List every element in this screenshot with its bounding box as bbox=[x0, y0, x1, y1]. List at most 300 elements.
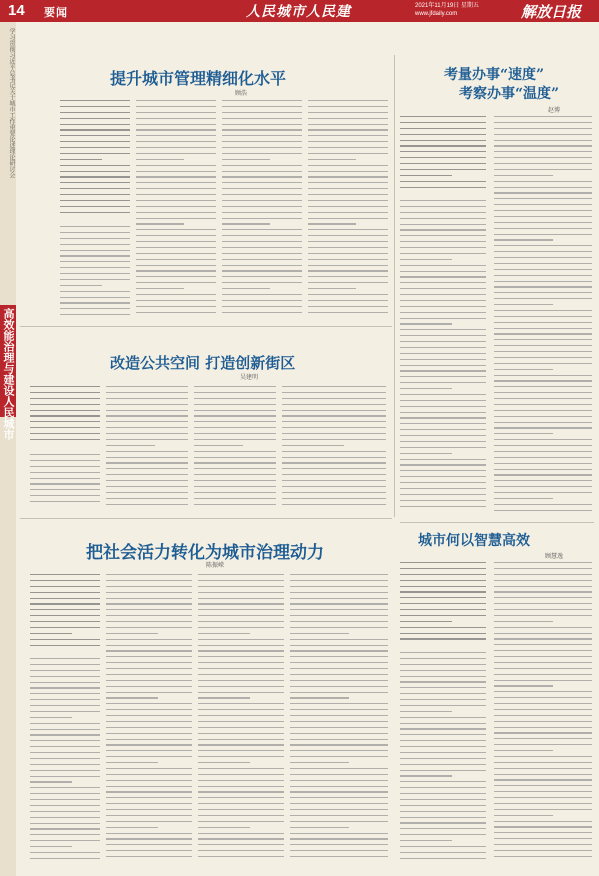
text-line bbox=[494, 685, 553, 686]
text-line bbox=[400, 787, 486, 788]
text-line bbox=[30, 682, 100, 683]
text-line bbox=[400, 658, 486, 659]
text-line bbox=[282, 480, 386, 481]
text-line bbox=[494, 803, 592, 804]
text-line bbox=[106, 486, 188, 487]
text-line bbox=[222, 135, 302, 136]
text-line bbox=[290, 774, 388, 775]
text-line bbox=[308, 270, 388, 271]
text-line bbox=[30, 439, 100, 440]
text-line bbox=[198, 703, 284, 704]
article-1-headline: 提升城市管理精细化水平 bbox=[110, 69, 287, 88]
text-line bbox=[400, 376, 486, 377]
text-line bbox=[136, 276, 216, 277]
text-line bbox=[282, 433, 386, 434]
text-line bbox=[222, 229, 302, 230]
text-line bbox=[290, 762, 349, 763]
text-line bbox=[106, 439, 188, 440]
text-line bbox=[198, 574, 284, 575]
text-line bbox=[106, 415, 188, 416]
text-line bbox=[106, 433, 188, 434]
article-3-author: 吴建明 bbox=[240, 375, 259, 381]
text-line bbox=[494, 756, 592, 757]
text-line bbox=[290, 797, 388, 798]
text-line bbox=[494, 850, 592, 851]
text-line bbox=[400, 370, 486, 371]
text-line bbox=[198, 815, 284, 816]
text-line bbox=[494, 422, 592, 423]
text-line bbox=[136, 159, 184, 160]
text-line bbox=[400, 627, 486, 628]
text-line bbox=[290, 803, 388, 804]
text-line bbox=[290, 639, 388, 640]
text-line bbox=[106, 774, 192, 775]
text-line bbox=[290, 645, 388, 646]
text-line bbox=[60, 153, 130, 154]
text-line bbox=[30, 840, 100, 841]
text-line bbox=[30, 734, 100, 735]
text-line bbox=[222, 206, 302, 207]
article-1-col-2 bbox=[136, 100, 216, 322]
text-line bbox=[106, 457, 188, 458]
text-line bbox=[400, 574, 486, 575]
text-line bbox=[494, 263, 592, 264]
text-line bbox=[198, 739, 284, 740]
text-line bbox=[198, 639, 284, 640]
section-name: 要闻 bbox=[44, 7, 68, 19]
text-line bbox=[400, 840, 452, 841]
article-2-col-2 bbox=[494, 116, 592, 518]
text-line bbox=[290, 744, 388, 745]
text-line bbox=[194, 398, 276, 399]
text-line bbox=[308, 176, 388, 177]
text-line bbox=[30, 693, 100, 694]
text-line bbox=[60, 200, 130, 201]
text-line bbox=[106, 668, 192, 669]
text-line bbox=[282, 427, 386, 428]
text-line bbox=[494, 345, 592, 346]
text-line bbox=[400, 723, 486, 724]
text-line bbox=[400, 681, 486, 682]
text-line bbox=[136, 282, 216, 283]
text-line bbox=[494, 721, 592, 722]
text-line bbox=[198, 809, 284, 810]
text-line bbox=[106, 504, 188, 505]
text-line bbox=[494, 351, 592, 352]
text-line bbox=[290, 580, 388, 581]
text-line bbox=[290, 838, 388, 839]
text-line bbox=[400, 638, 486, 639]
article-4-col-2 bbox=[494, 562, 592, 868]
text-line bbox=[106, 827, 158, 828]
text-line bbox=[194, 439, 276, 440]
text-line bbox=[494, 433, 553, 434]
text-line bbox=[136, 253, 216, 254]
text-line bbox=[198, 609, 284, 610]
text-line bbox=[194, 474, 276, 475]
text-line bbox=[308, 118, 388, 119]
text-line bbox=[308, 135, 388, 136]
text-line bbox=[30, 664, 100, 665]
text-line bbox=[60, 147, 130, 148]
text-line bbox=[198, 680, 284, 681]
text-line bbox=[106, 656, 192, 657]
text-line bbox=[400, 470, 486, 471]
article-3-col-1 bbox=[30, 454, 100, 510]
text-line bbox=[60, 314, 130, 315]
text-line bbox=[494, 791, 592, 792]
text-line bbox=[494, 363, 592, 364]
text-line bbox=[400, 494, 486, 495]
text-line bbox=[400, 740, 486, 741]
text-line bbox=[60, 159, 102, 160]
text-line bbox=[400, 687, 486, 688]
text-line bbox=[308, 159, 356, 160]
text-line bbox=[222, 194, 302, 195]
text-line bbox=[106, 733, 192, 734]
text-line bbox=[136, 206, 216, 207]
text-line bbox=[400, 805, 486, 806]
page-number: 14 bbox=[8, 2, 25, 19]
article-3-col-2 bbox=[106, 386, 188, 510]
text-line bbox=[494, 310, 592, 311]
text-line bbox=[400, 224, 486, 225]
text-line bbox=[494, 375, 592, 376]
text-line bbox=[494, 597, 592, 598]
text-line bbox=[222, 282, 302, 283]
text-line bbox=[30, 764, 100, 765]
text-line bbox=[494, 603, 592, 604]
text-line bbox=[400, 591, 486, 592]
text-line bbox=[494, 251, 592, 252]
article-1-col-4 bbox=[308, 100, 388, 322]
text-line bbox=[106, 697, 158, 698]
text-line bbox=[400, 365, 486, 366]
text-line bbox=[494, 633, 592, 634]
text-line bbox=[30, 639, 100, 640]
text-line bbox=[222, 182, 302, 183]
text-line bbox=[494, 580, 592, 581]
text-line bbox=[30, 398, 100, 399]
text-line bbox=[136, 176, 216, 177]
text-line bbox=[308, 259, 388, 260]
article-3-col-4 bbox=[282, 386, 386, 510]
text-line bbox=[106, 586, 192, 587]
text-line bbox=[308, 288, 356, 289]
text-line bbox=[198, 656, 284, 657]
text-line bbox=[400, 417, 486, 418]
text-line bbox=[60, 308, 130, 309]
text-line bbox=[494, 615, 592, 616]
text-line bbox=[400, 116, 486, 117]
text-line bbox=[222, 288, 270, 289]
article-2-headline-2: 考察办事“温度” bbox=[459, 86, 560, 102]
text-line bbox=[400, 406, 486, 407]
text-line bbox=[60, 100, 130, 101]
text-line bbox=[400, 621, 452, 622]
text-line bbox=[400, 752, 486, 753]
text-line bbox=[400, 259, 452, 260]
text-line bbox=[198, 697, 250, 698]
text-line bbox=[494, 498, 553, 499]
text-line bbox=[198, 721, 284, 722]
text-line bbox=[222, 124, 302, 125]
text-line bbox=[308, 153, 388, 154]
text-line bbox=[60, 238, 130, 239]
text-line bbox=[30, 483, 100, 484]
sidebar-main-text: 高效能治理与建设人民城市 bbox=[2, 308, 14, 440]
text-line bbox=[400, 288, 486, 289]
text-line bbox=[106, 474, 188, 475]
text-line bbox=[400, 276, 486, 277]
text-line bbox=[106, 850, 192, 851]
text-line bbox=[494, 732, 592, 733]
text-line bbox=[400, 200, 486, 201]
text-line bbox=[494, 416, 592, 417]
text-line bbox=[400, 241, 486, 242]
text-line bbox=[290, 650, 388, 651]
text-line bbox=[494, 644, 592, 645]
text-line bbox=[30, 699, 100, 700]
text-line bbox=[494, 656, 592, 657]
text-line bbox=[282, 451, 386, 452]
text-line bbox=[400, 476, 486, 477]
text-line bbox=[136, 147, 216, 148]
text-line bbox=[106, 715, 192, 716]
article-1-col-1 bbox=[60, 226, 130, 322]
text-line bbox=[494, 750, 553, 751]
text-line bbox=[106, 468, 188, 469]
text-line bbox=[136, 247, 216, 248]
article-5-col-4 bbox=[290, 574, 388, 868]
text-line bbox=[60, 279, 130, 280]
text-line bbox=[308, 276, 388, 277]
text-line bbox=[30, 723, 100, 724]
text-line bbox=[494, 187, 592, 188]
text-line bbox=[222, 188, 302, 189]
text-line bbox=[400, 306, 486, 307]
article-5-headline: 把社会活力转化为城市治理动力 bbox=[86, 543, 324, 563]
text-line bbox=[60, 182, 130, 183]
text-line bbox=[60, 255, 130, 256]
text-line bbox=[106, 662, 192, 663]
text-line bbox=[30, 580, 100, 581]
text-line bbox=[136, 288, 184, 289]
text-line bbox=[198, 786, 284, 787]
text-line bbox=[194, 462, 276, 463]
text-line bbox=[494, 322, 592, 323]
text-line bbox=[30, 746, 100, 747]
text-line bbox=[400, 253, 486, 254]
text-line bbox=[400, 429, 486, 430]
text-line bbox=[290, 844, 388, 845]
text-line bbox=[30, 687, 100, 688]
text-line bbox=[494, 134, 592, 135]
text-line bbox=[60, 165, 130, 166]
text-line bbox=[308, 223, 356, 224]
text-line bbox=[106, 592, 192, 593]
text-line bbox=[290, 686, 388, 687]
text-line bbox=[282, 404, 386, 405]
text-line bbox=[400, 329, 486, 330]
text-line bbox=[494, 744, 592, 745]
text-line bbox=[494, 674, 592, 675]
text-line bbox=[60, 244, 130, 245]
text-line bbox=[400, 169, 486, 170]
divider-horizontal-2 bbox=[400, 522, 594, 523]
text-line bbox=[400, 341, 486, 342]
text-line bbox=[136, 188, 216, 189]
article-5-col-2 bbox=[106, 574, 192, 868]
text-line bbox=[30, 495, 100, 496]
text-line bbox=[198, 709, 284, 710]
text-line bbox=[400, 271, 486, 272]
text-line bbox=[60, 112, 130, 113]
text-line bbox=[198, 621, 284, 622]
text-line bbox=[290, 586, 388, 587]
text-line bbox=[136, 294, 216, 295]
text-line bbox=[106, 650, 192, 651]
text-line bbox=[30, 645, 100, 646]
text-line bbox=[106, 762, 158, 763]
text-line bbox=[494, 163, 592, 164]
text-line bbox=[198, 592, 284, 593]
text-line bbox=[194, 468, 276, 469]
text-line bbox=[400, 359, 486, 360]
text-line bbox=[400, 175, 452, 176]
text-line bbox=[494, 222, 592, 223]
text-line bbox=[290, 739, 388, 740]
text-line bbox=[494, 738, 592, 739]
text-line bbox=[494, 116, 592, 117]
article-4-headline: 城市何以智慧高效 bbox=[418, 533, 530, 549]
text-line bbox=[282, 492, 386, 493]
text-line bbox=[136, 165, 216, 166]
text-line bbox=[494, 369, 553, 370]
text-line bbox=[308, 165, 388, 166]
text-line bbox=[106, 692, 192, 693]
text-line bbox=[400, 294, 486, 295]
text-line bbox=[290, 756, 388, 757]
text-line bbox=[290, 621, 388, 622]
text-line bbox=[30, 799, 100, 800]
text-line bbox=[106, 803, 192, 804]
text-line bbox=[400, 580, 486, 581]
text-line bbox=[30, 603, 100, 604]
text-line bbox=[494, 463, 592, 464]
text-line bbox=[30, 404, 100, 405]
text-line bbox=[106, 797, 192, 798]
text-line bbox=[494, 844, 592, 845]
text-line bbox=[60, 129, 130, 130]
text-line bbox=[400, 500, 486, 501]
text-line bbox=[400, 664, 486, 665]
text-line bbox=[400, 615, 486, 616]
text-line bbox=[194, 421, 276, 422]
text-line bbox=[494, 768, 592, 769]
text-line bbox=[290, 633, 349, 634]
text-line bbox=[290, 674, 388, 675]
text-line bbox=[494, 439, 592, 440]
text-line bbox=[30, 415, 100, 416]
text-line bbox=[222, 276, 302, 277]
text-line bbox=[494, 445, 592, 446]
text-line bbox=[400, 728, 486, 729]
text-line bbox=[30, 811, 100, 812]
text-line bbox=[30, 609, 100, 610]
text-line bbox=[30, 670, 100, 671]
text-line bbox=[400, 300, 486, 301]
text-line bbox=[400, 676, 486, 677]
text-line bbox=[290, 592, 388, 593]
text-line bbox=[494, 304, 553, 305]
text-line bbox=[400, 482, 486, 483]
text-line bbox=[282, 421, 386, 422]
text-line bbox=[222, 171, 302, 172]
text-line bbox=[60, 250, 130, 251]
text-line bbox=[136, 241, 216, 242]
text-line bbox=[198, 627, 284, 628]
text-line bbox=[400, 382, 486, 383]
text-line bbox=[400, 140, 486, 141]
text-line bbox=[400, 323, 452, 324]
text-line bbox=[30, 776, 100, 777]
text-line bbox=[136, 306, 216, 307]
text-line bbox=[494, 427, 592, 428]
article-5-author: 陈振嵘 bbox=[206, 563, 225, 569]
text-line bbox=[106, 580, 192, 581]
text-line bbox=[308, 188, 388, 189]
text-line bbox=[106, 633, 158, 634]
text-line bbox=[222, 200, 302, 201]
text-line bbox=[198, 674, 284, 675]
article-4-col-1 bbox=[400, 652, 486, 868]
text-line bbox=[400, 817, 486, 818]
text-line bbox=[106, 744, 192, 745]
text-line bbox=[308, 124, 388, 125]
text-line bbox=[194, 427, 276, 428]
text-line bbox=[400, 265, 486, 266]
text-line bbox=[30, 421, 100, 422]
text-line bbox=[106, 833, 192, 834]
text-line bbox=[494, 627, 592, 628]
article-2-author: 赵博 bbox=[548, 108, 561, 114]
text-line bbox=[400, 717, 486, 718]
text-line bbox=[400, 464, 486, 465]
text-line bbox=[308, 312, 388, 313]
text-line bbox=[106, 844, 192, 845]
article-3-headline: 改造公共空间 打造创新街区 bbox=[110, 354, 296, 372]
text-line bbox=[290, 833, 388, 834]
text-line bbox=[60, 302, 130, 303]
text-line bbox=[222, 106, 302, 107]
text-line bbox=[400, 603, 486, 604]
text-line bbox=[400, 145, 486, 146]
text-line bbox=[290, 856, 388, 857]
text-line bbox=[494, 204, 592, 205]
text-line bbox=[400, 318, 486, 319]
text-line bbox=[290, 850, 388, 851]
text-line bbox=[198, 733, 284, 734]
text-line bbox=[290, 821, 388, 822]
text-line bbox=[194, 486, 276, 487]
text-line bbox=[494, 380, 592, 381]
text-line bbox=[198, 744, 284, 745]
text-line bbox=[494, 591, 592, 592]
text-line bbox=[400, 781, 486, 782]
text-line bbox=[106, 603, 192, 604]
text-line bbox=[136, 212, 216, 213]
